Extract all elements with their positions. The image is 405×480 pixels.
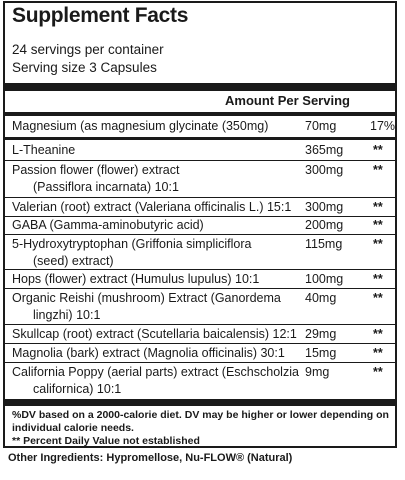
footnote-dv-basis: %DV based on a 2000-calorie diet. DV may be higher or lower depending on [12,409,389,421]
nutrient-name: L-Theanine [12,143,76,157]
nutrient-name: GABA (Gamma-aminobutyric acid) [12,218,204,232]
nutrient-name: Magnesium (as magnesium glycinate (350mg) [12,119,269,133]
nutrient-name: Valerian (root) extract (Valeriana officinalis L.) 15:1 [12,200,292,214]
thick-rule-top [5,83,395,91]
nutrient-amount: 300mg [305,200,344,214]
nutrient-amount: 15mg [305,346,337,360]
nutrient-name-continued: (seed) extract) [33,254,114,268]
row-divider [5,234,395,235]
nutrient-name: Passion flower (flower) extract [12,163,180,177]
nutrient-dv: ** [373,327,383,341]
nutrient-name: Hops (flower) extract (Humulus lupulus) 10:1 [12,272,260,286]
panel-title: Supplement Facts [12,4,189,27]
nutrient-dv: ** [373,365,383,379]
nutrient-name: California Poppy (aerial parts) extract (Eschscholzia [12,365,299,379]
nutrient-dv: ** [373,346,383,360]
nutrient-amount: 115mg [305,237,343,251]
serving-size: Serving size 3 Capsules [12,60,157,75]
other-ingredients: Other Ingredients: Hypromellose, Nu-FLOW® (Natural) [8,452,293,464]
nutrient-name: 5-Hydroxytryptophan (Griffonia simpliciflora [12,237,252,251]
nutrient-name-continued: lingzhi) 10:1 [33,308,101,322]
nutrient-dv: ** [373,272,383,286]
medium-rule-after-magnesium [5,137,395,140]
nutrient-name-continued: (Passiflora incarnata) 10:1 [33,180,179,194]
supplement-facts-panel [3,1,397,448]
row-divider [5,324,395,325]
row-divider [5,160,395,161]
nutrient-amount: 365mg [305,143,344,157]
row-divider [5,343,395,344]
nutrient-amount: 70mg [305,119,337,133]
amount-per-serving-header: Amount Per Serving [225,93,350,108]
nutrient-amount: 100mg [305,272,344,286]
nutrient-dv: ** [373,163,383,177]
nutrient-amount: 40mg [305,291,337,305]
nutrient-dv: ** [373,291,383,305]
nutrient-dv: ** [373,200,383,214]
footnote-dv-not-established: ** Percent Daily Value not established [12,435,200,447]
row-divider [5,269,395,270]
footnote-calorie-needs: individual calorie needs. [12,422,134,434]
medium-rule-header [5,112,395,116]
nutrient-dv: ** [373,218,383,232]
nutrient-dv: ** [373,143,383,157]
row-divider [5,362,395,363]
nutrient-name: Organic Reishi (mushroom) Extract (Ganordema [12,291,281,305]
nutrient-dv: 17% [370,119,396,133]
nutrient-amount: 9mg [305,365,330,379]
row-divider [5,288,395,289]
nutrient-name: Magnolia (bark) extract (Magnolia officinalis) 30:1 [12,346,285,360]
row-divider [5,197,395,198]
nutrient-dv: ** [373,237,383,251]
nutrient-amount: 300mg [305,163,344,177]
servings-per-container: 24 servings per container [12,42,164,57]
nutrient-amount: 29mg [305,327,337,341]
nutrient-amount: 200mg [305,218,344,232]
thick-rule-bottom [5,399,395,406]
nutrient-name: Skullcap (root) extract (Scutellaria baicalensis) 12:1 [12,327,297,341]
nutrient-name-continued: californica) 10:1 [33,382,122,396]
